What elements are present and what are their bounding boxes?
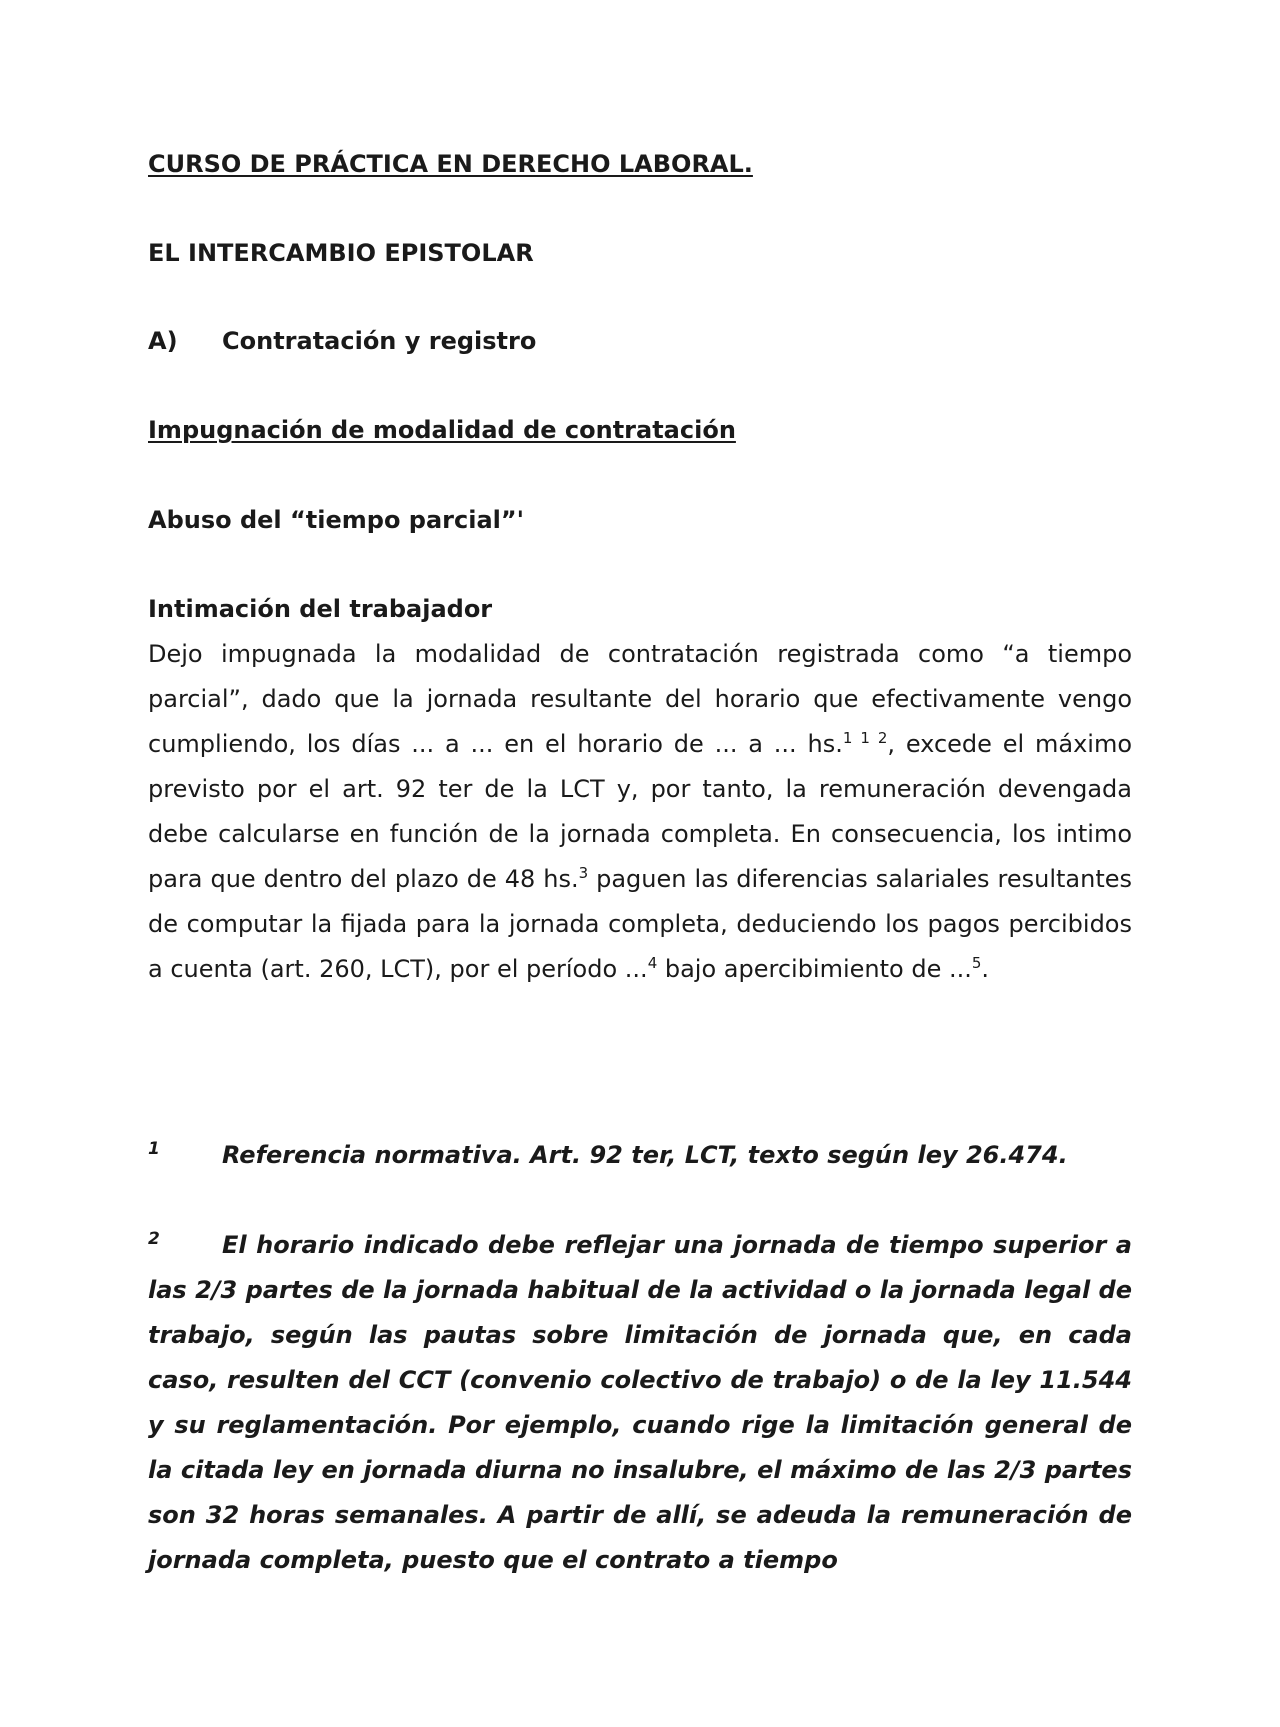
footnote-1-text: Referencia normativa. Art. 92 ter, LCT, texto según ley 26.474.: [222, 1141, 1068, 1169]
subsection-label: Contratación y registro: [222, 327, 537, 355]
footnote-2: 2 El horario indicado debe reflejar una jornada de tiempo superior a las 2/3 partes de la jornada habitual de la actividad o la jornada legal de trabajo, según las pautas sobre limitación de jornada que, en cada caso, resulten del CCT (convenio colectivo de trabajo) o de la ley 11.544 y su reglamentación. Por ejemplo, cuando rige la limitación general de la citada ley en jornada diurna no insalubre, el máximo de las 2/3 partes son 32 horas semanales. A partir de allí, se adeuda la remuneración de jornada completa, puesto que el contrato a tiempo: [148, 1229, 1132, 1574]
footnote-1: 1 Referencia normativa. Art. 92 ter, LCT, texto según ley 26.474.: [148, 1139, 1068, 1169]
subsection-letter: A): [148, 327, 178, 355]
body-text-1: Dejo impugnada la modalidad de contratación registrada como “a tiempo parcial”, dado que la jornada resultante del horario que efectivamente vengo cumpliendo, los días ... a ... en el horario de ... a ... hs.: [148, 640, 1132, 758]
body-text-5: .: [981, 955, 990, 983]
subsection-heading: [148, 326, 1132, 356]
footnote-ref-3: 3: [578, 864, 589, 882]
section-heading: EL INTERCAMBIO EPISTOLAR: [148, 239, 534, 267]
subtopic-heading: Abuso del “tiempo parcial”': [148, 506, 524, 534]
topic-heading: Impugnación de modalidad de contratación: [148, 416, 736, 444]
body-paragraph: [148, 632, 1132, 992]
footnote-ref-5: 5: [971, 954, 982, 972]
footnote-ref-4: 4: [647, 954, 658, 972]
form-title: Intimación del trabajador: [148, 595, 493, 623]
body-text-3: paguen las diferencias salariales resultantes de computar la fijada para la jornada completa, deduciendo los pagos percibidos a cuenta (art. 260, LCT), por el período ...: [148, 865, 1132, 983]
footnote-ref-1-2: 1 1 2: [842, 729, 888, 747]
footnote-2-text: El horario indicado debe reflejar una jornada de tiempo superior a las 2/3 partes de la jornada habitual de la actividad o la jornada legal de trabajo, según las pautas sobre limitación de jornada que, en cada caso, resulten del CCT (convenio colectivo de trabajo) o de la ley 11.544 y su reglamentación. Por ejemplo, cuando rige la limitación general de la citada ley en jornada diurna no insalubre, el máximo de las 2/3 partes son 32 horas semanales. A partir de allí, se adeuda la remuneración de jornada completa, puesto que el contrato a tiempo: [148, 1231, 1132, 1574]
body-text-4: bajo apercibimiento de ...: [657, 955, 972, 983]
document-title: CURSO DE PRÁCTICA EN DERECHO LABORAL.: [148, 150, 753, 178]
body-text-2: , excede el máximo previsto por el art. 92 ter de la LCT y, por tanto, la remuneración devengada debe calcularse en función de la jornada completa. En consecuencia, los intimo para que dentro del plazo de 48 hs.: [148, 730, 1133, 893]
